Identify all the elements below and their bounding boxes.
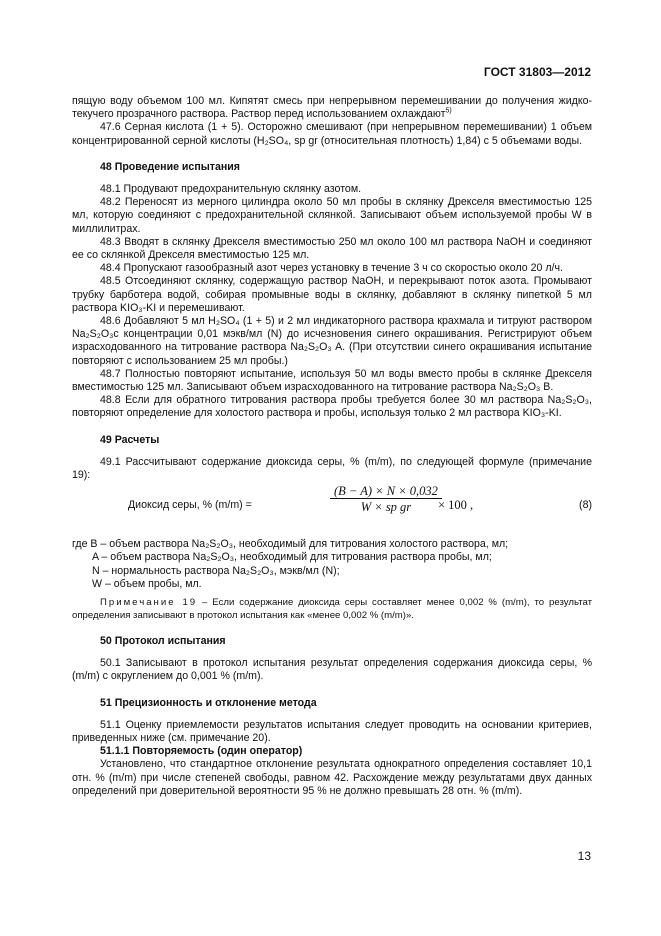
formula-denominator: W × sp gr (360, 500, 412, 515)
paragraph-51-1-1: Установлено, что стандартное отклонение результата однократного определения составляет 10,1 отн. % (m/m) при числе степеней свободы, равном 42. Расхождение между результатами двух данных определений при доверительной вероятности 95 % не должно превышать 28 отн. % (m/m). (72, 758, 592, 797)
paragraph-48-4: 48.4 Пропускают газообразный азот через установку в течение 3 ч со скоростью около 20 л/ч. (100, 262, 563, 275)
formula-label: Диоксид серы, % (m/m) = (128, 499, 252, 512)
heading-51: 51 Прецизионность и отклонение метода (100, 696, 317, 709)
where-line-n: N – нормальность раствора Na₂S₂O₃, мэкв/мл (N); (92, 564, 340, 577)
formula-fraction (330, 485, 442, 514)
paragraph-49-1: 49.1 Рассчитывают содержание диоксида серы, % (m/m), по следующей формуле (примечание 19): (72, 455, 592, 482)
paragraph-48-8: 48.8 Если для обратного титрования раствора пробы требуется более 30 мл раствора Na₂S₂O₃, повторяют определение для холостого раствора и пробы, используя только 2 мл раствора KIO₃-KI. (72, 394, 592, 420)
paragraph-48-5: 48.5 Отсоединяют склянку, содержащую раствор NaOH, и перекрывают поток азота. Промывают трубку барботера водой, собирая промывные воды в склянку, добавляют в склянку пипеткой 5 мл раствора KIO₃-KI и перемешивают. (72, 275, 592, 314)
formula-number: (8) (579, 499, 592, 512)
heading-48: 48 Проведение испытания (100, 160, 240, 173)
paragraph-intro: пящую воду объемом 100 мл. Кипятят смесь при непрерывном перемешивании до получения жидкотекучего прозрачного раствора. Раствор перед использованием охлаждают$^{5)}$ (72, 95, 592, 121)
where-line-b: где B – объем раствора Na₂S₂O₃, необходимый для титрования холостого раствора, мл; (72, 538, 509, 551)
page-number: 13 (577, 849, 591, 863)
paragraph-48-3: 48.3 Вводят в склянку Дрекселя вместимостью 250 мл около 100 мл раствора NaOH и соединяют ее со склянкой Дрекселя вместимостью 125 мл. (72, 235, 592, 262)
heading-49: 49 Расчеты (100, 433, 160, 446)
where-line-a: A – объем раствора Na₂S₂O₃, необходимый для титрования раствора пробы, мл; (92, 551, 492, 564)
paragraph-48-2: 48.2 Переносят из мерного цилиндра около 50 мл пробы в склянку Дрекселя вместимостью 125 мл, которую соединяют с предохранительной склянкой. Записывают объем используемой пробы W в миллилитрах. (72, 196, 592, 235)
formula-8 (72, 482, 592, 528)
heading-51-1-1: 51.1.1 Повторяемость (один оператор) (100, 745, 303, 758)
paragraph-47-6: 47.6 Серная кислота (1 + 5). Осторожно смешивают (при непрерывном перемешивании) 1 объем концентрированной серной кислоты (H₂SO₄, sp gr (относительная плотность) 1,84) с 5 объемами воды. (72, 121, 592, 147)
paragraph-51-1: 51.1 Оценку приемлемости результатов испытания следует проводить на основании критериев, приведенных ниже (см. примечание 20). (72, 718, 592, 744)
formula-multiplier: × 100 , (438, 498, 474, 513)
paragraph-48-1: 48.1 Продувают предохранительную склянку азотом. (100, 183, 362, 196)
page-body (72, 95, 592, 798)
where-line-w: W – объем пробы, мл. (92, 577, 202, 590)
heading-50: 50 Протокол испытания (100, 634, 226, 647)
document-header: ГОСТ 31803—2012 (483, 65, 591, 79)
note-19: Примечание 19 – Если содержание диоксида серы составляет менее 0,002 % (m/m), то результат определения записывают в протокол испытания как «менее 0,002 % (m/m)». (72, 597, 593, 621)
paragraph-48-6: 48.6 Добавляют 5 мл H₂SO₄ (1 + 5) и 2 мл индикаторного раствора крахмала и титруют раствором Na₂S₂O₃с концентрации 0,01 мэкв/мл (N) до исчезновения синего окрашивания. Регистрируют объем израсходованного на титрование раствора Na₂S₂O₃ A. (При отсутствии синего окрашивания испытание повторяют с использованием 25 мл пробы.) (72, 315, 592, 367)
formula-numerator: (B − A) × N × 0,032 (330, 485, 442, 499)
paragraph-50-1: 50.1 Записывают в протокол испытания результат определения содержания диоксида серы, % (m/m) с округлением до 0,001 % (m/m). (72, 657, 592, 683)
paragraph-48-7: 48.7 Полностью повторяют испытание, используя 50 мл воды вместо пробы в склянке Дрекселя вместимостью 125 мл. Записывают объем израсходованного на титрование раствора Na₂S₂O₃ B. (72, 367, 592, 394)
